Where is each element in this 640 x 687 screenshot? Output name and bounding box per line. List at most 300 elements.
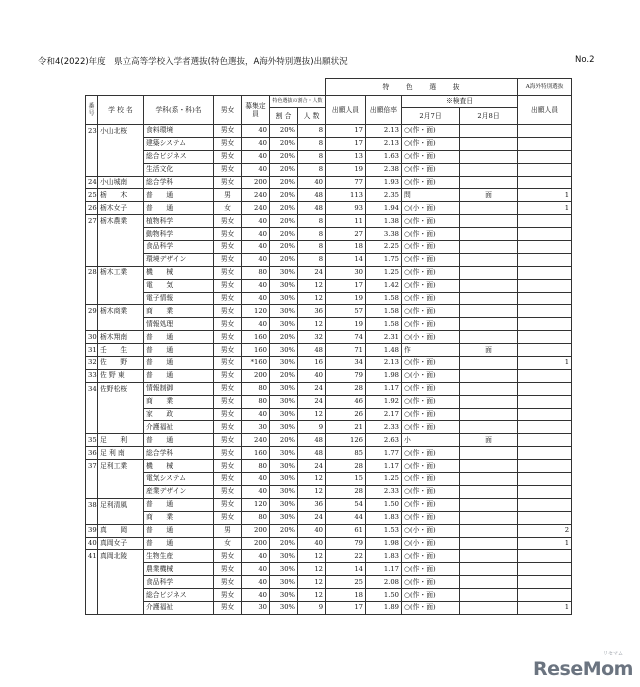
cell-course: 普 通 [144, 357, 214, 370]
cell-d1: ○(作・面) [402, 241, 460, 254]
cell-d2 [460, 550, 518, 563]
cell-teiin: 40 [242, 215, 270, 228]
cell-course: 食品科学 [144, 241, 214, 254]
table-row [86, 241, 572, 254]
cell-ratio: 1.83 [366, 550, 402, 563]
ban-header: 番号 [86, 96, 98, 125]
cell-school [98, 137, 144, 150]
cell-d2 [460, 266, 518, 279]
cell-ratio: 2.33 [366, 421, 402, 434]
cell-course: 食品科学 [144, 576, 214, 589]
table-row [86, 447, 572, 460]
cell-d2 [460, 241, 518, 254]
cell-d1: ○(作・面) [402, 382, 460, 395]
cell-apps: 46 [326, 395, 366, 408]
cell-d1: ○(作・面) [402, 447, 460, 460]
cell-a [518, 331, 572, 344]
cell-no [86, 228, 98, 241]
cell-d2 [460, 601, 518, 614]
table-row [86, 537, 572, 550]
boshu-header: 募集定員 [242, 96, 270, 125]
cell-d2 [460, 473, 518, 486]
cell-pct: 20% [270, 202, 298, 215]
table-row [86, 305, 572, 318]
cell-d2 [460, 150, 518, 163]
cell-school: 佐 野 [98, 357, 144, 370]
cell-a [518, 395, 572, 408]
cell-pct: 30% [270, 357, 298, 370]
cell-gender: 男女 [214, 331, 242, 344]
cell-teiin: 30 [242, 601, 270, 614]
cell-a [518, 511, 572, 524]
cell-d2 [460, 202, 518, 215]
cell-d1: ○(作・面) [402, 228, 460, 241]
table-row [86, 215, 572, 228]
cell-pct: 30% [270, 511, 298, 524]
cell-ratio: 1.17 [366, 382, 402, 395]
cell-teiin: 80 [242, 511, 270, 524]
cell-d1: ○(作・面) [402, 125, 460, 138]
table-row [86, 369, 572, 382]
cell-ratio: 2.33 [366, 485, 402, 498]
ratio-group-header: 特色選抜の割合・人数 [270, 96, 326, 108]
cell-gender: 男女 [214, 357, 242, 370]
cell-no: 28 [86, 266, 98, 279]
cell-course: 総合ビジネス [144, 150, 214, 163]
cell-d2 [460, 279, 518, 292]
cell-a [518, 589, 572, 602]
cell-a [518, 279, 572, 292]
cell-a: 2 [518, 524, 572, 537]
table-row [86, 434, 572, 447]
cell-gender: 男女 [214, 576, 242, 589]
cell-gender: 男女 [214, 137, 242, 150]
resemom-watermark [533, 651, 633, 680]
cell-school [98, 150, 144, 163]
cell-d1: ○(作・面) [402, 498, 460, 511]
cell-teiin: 80 [242, 395, 270, 408]
cell-school [98, 511, 144, 524]
cell-teiin: 40 [242, 228, 270, 241]
cell-course: 産業デザイン [144, 485, 214, 498]
cell-d1: ○(作・面) [402, 421, 460, 434]
cell-no: 23 [86, 125, 98, 138]
cell-d2 [460, 537, 518, 550]
cell-a [518, 421, 572, 434]
cell-d2 [460, 576, 518, 589]
cell-teiin: 80 [242, 460, 270, 473]
kensa-header: ※検査日 [402, 96, 518, 108]
a-shutsugan-header: 出願人員 [518, 96, 572, 125]
cell-a [518, 447, 572, 460]
cell-ninzu: 12 [298, 576, 326, 589]
cell-ratio: 1.25 [366, 473, 402, 486]
cell-a [518, 163, 572, 176]
cell-gender: 男女 [214, 408, 242, 421]
cell-apps: 11 [326, 215, 366, 228]
cell-d1: ○(作・面) [402, 408, 460, 421]
cell-d1: ○(作・面) [402, 163, 460, 176]
cell-apps: 113 [326, 189, 366, 202]
cell-no: 32 [86, 357, 98, 370]
cell-teiin: 40 [242, 563, 270, 576]
cell-d1: ○(作・面) [402, 279, 460, 292]
cell-no: 24 [86, 176, 98, 189]
cell-teiin: 40 [242, 163, 270, 176]
cell-no: 25 [86, 189, 98, 202]
table-row [86, 382, 572, 395]
cell-gender: 男女 [214, 318, 242, 331]
cell-d2: 面 [460, 189, 518, 202]
cell-ratio: 1.17 [366, 460, 402, 473]
cell-teiin: 160 [242, 447, 270, 460]
cell-course: 動物科学 [144, 228, 214, 241]
cell-teiin: 40 [242, 589, 270, 602]
cell-gender: 男女 [214, 511, 242, 524]
cell-teiin: 40 [242, 473, 270, 486]
cell-d2: 面 [460, 344, 518, 357]
cell-pct: 30% [270, 485, 298, 498]
cell-d1: ○(作・面) [402, 395, 460, 408]
cell-pct: 20% [270, 228, 298, 241]
cell-ratio: 2.38 [366, 163, 402, 176]
cell-pct: 30% [270, 447, 298, 460]
cell-d1: ○(作・面) [402, 253, 460, 266]
cell-d1: ○(小・面) [402, 537, 460, 550]
cell-gender: 男女 [214, 163, 242, 176]
cell-ninzu: 24 [298, 460, 326, 473]
cell-school [98, 473, 144, 486]
cell-no: 34 [86, 382, 98, 395]
cell-apps: 71 [326, 344, 366, 357]
cell-d2 [460, 253, 518, 266]
cell-a: 1 [518, 202, 572, 215]
cell-pct: 20% [270, 537, 298, 550]
table-row [86, 395, 572, 408]
cell-gender: 男女 [214, 150, 242, 163]
cell-ratio: 3.38 [366, 228, 402, 241]
table-row [86, 344, 572, 357]
cell-d2 [460, 305, 518, 318]
table-row [86, 228, 572, 241]
cell-course: 総合学科 [144, 176, 214, 189]
cell-d2 [460, 421, 518, 434]
cell-d2 [460, 498, 518, 511]
table-row [86, 125, 572, 138]
cell-ninzu: 48 [298, 189, 326, 202]
applications-table [85, 78, 572, 615]
cell-d1: ○(作・面) [402, 601, 460, 614]
cell-d1: 問 [402, 189, 460, 202]
cell-a [518, 266, 572, 279]
table-row [86, 485, 572, 498]
cell-no [86, 563, 98, 576]
cell-school [98, 601, 144, 614]
cell-pct: 20% [270, 215, 298, 228]
cell-school: 栃木翔南 [98, 331, 144, 344]
cell-teiin: 40 [242, 137, 270, 150]
cell-gender: 男女 [214, 601, 242, 614]
cell-no [86, 511, 98, 524]
cell-school [98, 421, 144, 434]
cell-apps: 93 [326, 202, 366, 215]
cell-d2 [460, 125, 518, 138]
cell-teiin: 40 [242, 150, 270, 163]
cell-apps: 85 [326, 447, 366, 460]
cell-course: 普 通 [144, 524, 214, 537]
cell-d2 [460, 511, 518, 524]
cell-no: 35 [86, 434, 98, 447]
watermark-logo: ReseMom [533, 658, 633, 680]
cell-course: 農業機械 [144, 563, 214, 576]
cell-ratio: 2.17 [366, 408, 402, 421]
cell-a [518, 176, 572, 189]
cell-ninzu: 8 [298, 125, 326, 138]
cell-no [86, 408, 98, 421]
cell-course: 家 政 [144, 408, 214, 421]
table-row [86, 266, 572, 279]
cell-d1: ○(作・面) [402, 305, 460, 318]
cell-pct: 30% [270, 279, 298, 292]
table-row [86, 357, 572, 370]
cell-ninzu: 24 [298, 511, 326, 524]
cell-ninzu: 48 [298, 447, 326, 460]
cell-apps: 25 [326, 576, 366, 589]
day1-header: 2月7日 [402, 108, 460, 125]
cell-gender: 男女 [214, 176, 242, 189]
cell-a [518, 369, 572, 382]
cell-no: 41 [86, 550, 98, 563]
cell-school: 栃 木 [98, 189, 144, 202]
cell-teiin: 30 [242, 421, 270, 434]
cell-no [86, 150, 98, 163]
table-row [86, 524, 572, 537]
cell-pct: 20% [270, 369, 298, 382]
cell-pct: 20% [270, 331, 298, 344]
cell-school [98, 485, 144, 498]
cell-ninzu: 8 [298, 253, 326, 266]
table-row [86, 150, 572, 163]
table-row [86, 253, 572, 266]
cell-gender: 男女 [214, 253, 242, 266]
cell-ninzu: 40 [298, 524, 326, 537]
cell-apps: 28 [326, 485, 366, 498]
cell-ratio: 1.42 [366, 279, 402, 292]
cell-apps: 17 [326, 279, 366, 292]
cell-d2 [460, 357, 518, 370]
cell-a: 1 [518, 601, 572, 614]
table-row [86, 511, 572, 524]
cell-no: 26 [86, 202, 98, 215]
cell-apps: 15 [326, 473, 366, 486]
cell-ratio: 1.25 [366, 266, 402, 279]
cell-gender: 男女 [214, 344, 242, 357]
cell-d2 [460, 485, 518, 498]
cell-d1: ○(小・面) [402, 202, 460, 215]
cell-ninzu: 36 [298, 305, 326, 318]
cell-course: 機 械 [144, 266, 214, 279]
cell-apps: 74 [326, 331, 366, 344]
cell-ratio: 1.75 [366, 253, 402, 266]
cell-ratio: 1.58 [366, 318, 402, 331]
cell-d1: ○(作・面) [402, 473, 460, 486]
cell-d2 [460, 395, 518, 408]
cell-gender: 男女 [214, 228, 242, 241]
cell-school: 佐野松桜 [98, 382, 144, 395]
cell-school [98, 318, 144, 331]
cell-school: 栃木女子 [98, 202, 144, 215]
cell-course: 介護福祉 [144, 601, 214, 614]
cell-apps: 30 [326, 266, 366, 279]
cell-d2 [460, 215, 518, 228]
cell-ninzu: 12 [298, 279, 326, 292]
cell-d1: ○(作・面) [402, 215, 460, 228]
cell-teiin: 200 [242, 537, 270, 550]
cell-ratio: 1.92 [366, 395, 402, 408]
cell-apps: 27 [326, 228, 366, 241]
cell-course: 商 業 [144, 395, 214, 408]
cell-ninzu: 12 [298, 408, 326, 421]
wariai-header: 割 合 [270, 108, 298, 125]
cell-no [86, 601, 98, 614]
cell-teiin: 40 [242, 125, 270, 138]
cell-apps: 77 [326, 176, 366, 189]
cell-pct: 30% [270, 408, 298, 421]
cell-no: 33 [86, 369, 98, 382]
cell-d2 [460, 137, 518, 150]
cell-teiin: 80 [242, 382, 270, 395]
cell-teiin: *160 [242, 357, 270, 370]
cell-gender: 男女 [214, 589, 242, 602]
table-row [86, 176, 572, 189]
cell-ratio: 2.31 [366, 331, 402, 344]
cell-teiin: 240 [242, 434, 270, 447]
cell-ninzu: 12 [298, 292, 326, 305]
cell-d2 [460, 292, 518, 305]
cell-course: 電気システム [144, 473, 214, 486]
cell-teiin: 80 [242, 266, 270, 279]
cell-no [86, 421, 98, 434]
cell-pct: 20% [270, 163, 298, 176]
cell-school [98, 563, 144, 576]
cell-pct: 20% [270, 150, 298, 163]
cell-a [518, 408, 572, 421]
cell-d1: ○(作・面) [402, 357, 460, 370]
cell-no: 27 [86, 215, 98, 228]
cell-gender: 男女 [214, 434, 242, 447]
cell-pct: 20% [270, 524, 298, 537]
cell-school: 足利清風 [98, 498, 144, 511]
cell-d1: ○(作・面) [402, 150, 460, 163]
cell-course: 介護福祉 [144, 421, 214, 434]
cell-a [518, 241, 572, 254]
cell-apps: 14 [326, 563, 366, 576]
cell-d2 [460, 524, 518, 537]
cell-school: 小山城南 [98, 176, 144, 189]
cell-school [98, 408, 144, 421]
cell-gender: 男女 [214, 550, 242, 563]
cell-apps: 17 [326, 137, 366, 150]
cell-d2 [460, 163, 518, 176]
cell-pct: 30% [270, 460, 298, 473]
cell-no: 37 [86, 460, 98, 473]
cell-school [98, 253, 144, 266]
cell-school [98, 279, 144, 292]
cell-a [518, 344, 572, 357]
cell-school: 足 利 [98, 434, 144, 447]
watermark-sub: リセマム [603, 651, 623, 657]
cell-teiin: 200 [242, 369, 270, 382]
cell-pct: 30% [270, 305, 298, 318]
cell-teiin: 160 [242, 344, 270, 357]
cell-gender: 女 [214, 202, 242, 215]
cell-d2 [460, 460, 518, 473]
cell-no: 38 [86, 498, 98, 511]
cell-teiin: 120 [242, 498, 270, 511]
cell-course: 情報制御 [144, 382, 214, 395]
cell-teiin: 160 [242, 331, 270, 344]
table-row [86, 460, 572, 473]
cell-gender: 男女 [214, 421, 242, 434]
cell-d1: ○(作・面) [402, 563, 460, 576]
cell-a [518, 434, 572, 447]
cell-pct: 30% [270, 589, 298, 602]
a-kaigai-header: A海外特別選抜 [518, 79, 572, 96]
cell-no: 39 [86, 524, 98, 537]
cell-apps: 22 [326, 550, 366, 563]
cell-a [518, 576, 572, 589]
cell-school [98, 228, 144, 241]
cell-ninzu: 12 [298, 485, 326, 498]
table-row [86, 601, 572, 614]
bairitsu-header: 出願倍率 [366, 96, 402, 125]
cell-gender: 男女 [214, 382, 242, 395]
cell-teiin: 40 [242, 279, 270, 292]
cell-gender: 男女 [214, 266, 242, 279]
cell-school [98, 163, 144, 176]
cell-no [86, 589, 98, 602]
cell-a [518, 460, 572, 473]
cell-ninzu: 36 [298, 498, 326, 511]
cell-pct: 30% [270, 473, 298, 486]
cell-ratio: 2.13 [366, 137, 402, 150]
cell-ratio: 1.63 [366, 150, 402, 163]
cell-ninzu: 48 [298, 202, 326, 215]
cell-no: 29 [86, 305, 98, 318]
cell-school [98, 576, 144, 589]
cell-d1: 小 [402, 434, 460, 447]
cell-a [518, 253, 572, 266]
cell-apps: 79 [326, 369, 366, 382]
tokushoku-header: 特 色 選 抜 [326, 79, 518, 96]
table-row [86, 563, 572, 576]
cell-ratio: 2.35 [366, 189, 402, 202]
cell-pct: 20% [270, 176, 298, 189]
cell-apps: 17 [326, 125, 366, 138]
cell-ninzu: 16 [298, 357, 326, 370]
cell-d2: 面 [460, 434, 518, 447]
cell-d2 [460, 382, 518, 395]
cell-ninzu: 8 [298, 137, 326, 150]
cell-apps: 57 [326, 305, 366, 318]
day2-header: 2月8日 [460, 108, 518, 125]
table-row [86, 408, 572, 421]
cell-course: 建築システム [144, 137, 214, 150]
cell-d2 [460, 447, 518, 460]
cell-pct: 30% [270, 421, 298, 434]
cell-pct: 30% [270, 292, 298, 305]
cell-teiin: 200 [242, 524, 270, 537]
